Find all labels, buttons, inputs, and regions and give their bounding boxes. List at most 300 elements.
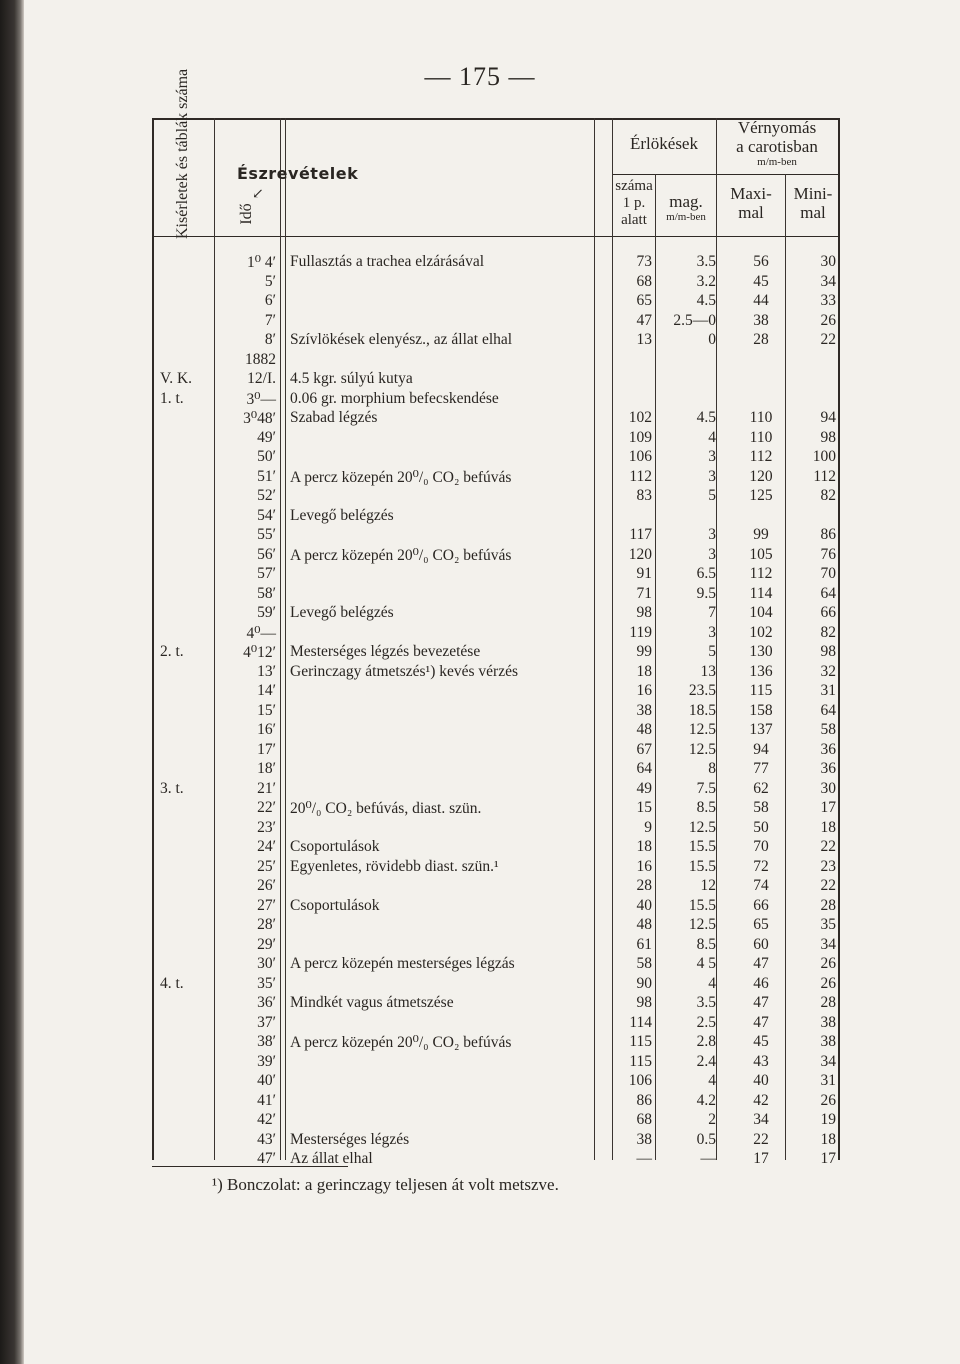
cell-pulse-height: 12.5 <box>688 916 716 933</box>
cell-pressure-max: 114 <box>749 584 773 602</box>
table-row <box>0 1053 960 1073</box>
cell-pressure-max: 115 <box>749 682 773 699</box>
page-number: — 175 — <box>424 62 536 91</box>
cell-pulse-height: 2.5—0 <box>673 311 716 329</box>
cell-observation: Gerinczagy átmetszés¹) kevés vérzés <box>290 662 518 680</box>
cell-pressure-max: 50 <box>753 818 769 836</box>
header-pressure-unit: m/m-ben <box>757 156 797 169</box>
cell-time: 59′ <box>257 604 276 621</box>
cell-observation: Mesterséges légzés <box>290 1130 410 1148</box>
cell-time: 29′ <box>257 935 276 953</box>
table-row <box>0 1092 960 1112</box>
table-row <box>0 604 960 624</box>
cell-pulse-height: 12.5 <box>688 818 716 836</box>
cell-pulse-count: 48 <box>636 916 652 933</box>
cell-pulse-height: 15.5 <box>688 896 716 914</box>
cell-pulse-height: 4 <box>708 1072 716 1089</box>
cell-pressure-min: 17 <box>820 1150 836 1167</box>
cell-pressure-min: 34 <box>820 1052 836 1070</box>
cell-pulse-count: 16 <box>636 857 652 875</box>
cell-pressure-min: 18 <box>820 1130 836 1148</box>
cell-pressure-min: 31 <box>820 682 836 699</box>
header-pulse-height-unit: m/m-ben <box>666 211 706 224</box>
cell-pulse-height: 2.8 <box>696 1033 716 1050</box>
cell-pressure-max: 110 <box>749 409 773 426</box>
cell-time: 47′ <box>257 1150 276 1167</box>
cell-pulse-height: 12.5 <box>688 721 716 738</box>
cell-observation: 0.06 gr. morphium befecskendése <box>290 389 499 407</box>
cell-pressure-min: 22 <box>820 331 836 348</box>
table-row <box>0 468 960 488</box>
cell-pulse-height: 4 <box>708 428 716 446</box>
cell-pressure-min: 28 <box>820 896 836 914</box>
cell-time: 36′ <box>257 994 276 1011</box>
cell-pressure-max: 38 <box>753 311 769 329</box>
cell-pressure-min: 86 <box>820 526 836 543</box>
cell-pulse-count: 86 <box>636 1091 652 1109</box>
cell-experiment: 2. t. <box>160 643 184 660</box>
cell-pulse-count: 90 <box>636 974 652 992</box>
header-pulse-group: Érlökések <box>630 134 698 153</box>
cell-pressure-max: 105 <box>749 545 773 563</box>
cell-pulse-count: 98 <box>636 994 652 1011</box>
cell-pressure-max: 102 <box>749 623 773 641</box>
header-pressure-title: Vérnyomás <box>737 118 817 137</box>
cell-time: 40′ <box>257 1072 276 1089</box>
cell-pulse-count: 98 <box>636 604 652 621</box>
cell-pulse-count: 65 <box>636 292 652 309</box>
cell-time: 7′ <box>264 311 276 329</box>
cell-time: 1⁰ 4′ <box>247 254 276 271</box>
cell-pulse-height: 7.5 <box>696 779 716 797</box>
cell-pulse-count: 9 <box>644 818 652 836</box>
table-row <box>0 565 960 585</box>
table-row <box>0 624 960 644</box>
cell-pressure-max: 34 <box>753 1111 769 1128</box>
table-row <box>0 331 960 351</box>
cell-time: 18′ <box>257 760 276 777</box>
cell-pressure-max: 70 <box>753 838 769 855</box>
cell-pulse-count: — <box>636 1150 652 1167</box>
cell-pulse-count: 115 <box>629 1052 652 1070</box>
cell-pressure-min: 33 <box>820 292 836 309</box>
cell-time: 58′ <box>257 584 276 602</box>
cell-time: 22′ <box>257 799 276 816</box>
header-experiments: Kisérletek és táblák száma <box>174 68 191 239</box>
cell-pressure-min: 19 <box>820 1111 836 1128</box>
cell-pulse-count: 18 <box>636 662 652 680</box>
cell-time: 8′ <box>264 331 276 348</box>
cell-pressure-min: 26 <box>820 311 836 329</box>
cell-pressure-min: 22 <box>820 877 836 894</box>
cell-pulse-height: 18.5 <box>688 701 716 719</box>
cell-pulse-count: 68 <box>636 1111 652 1128</box>
cell-pressure-min: 36 <box>820 760 836 777</box>
cell-observation: A percz közepén 20⁰/₀ CO₂ befúvás <box>290 468 512 486</box>
cell-pressure-max: 17 <box>753 1150 769 1167</box>
cell-pulse-height: 3 <box>708 545 716 563</box>
cell-pressure-max: 40 <box>753 1072 769 1089</box>
cell-observation: Mindkét vagus átmetszése <box>290 994 454 1011</box>
cell-observation: Szívlökések elenyész., az állat elhal <box>290 331 513 348</box>
cell-time: 37′ <box>257 1013 276 1031</box>
table-row <box>0 409 960 429</box>
cell-pulse-count: 106 <box>628 448 652 465</box>
cell-pressure-min: 26 <box>820 974 836 992</box>
cell-time: 50′ <box>257 448 276 465</box>
cell-pressure-min: 94 <box>820 409 836 426</box>
table-row <box>0 1014 960 1034</box>
cell-pressure-min: 38 <box>820 1033 836 1050</box>
cell-pressure-min: 58 <box>820 721 836 738</box>
cell-pulse-count: 68 <box>636 272 652 290</box>
cell-time: 3⁰— <box>246 390 276 408</box>
table-row <box>0 585 960 605</box>
table-row <box>0 780 960 800</box>
arrow-mark-icon: ↙ <box>252 187 264 202</box>
cell-pulse-count: 91 <box>636 565 652 582</box>
cell-time: 56′ <box>257 545 276 563</box>
cell-time: 21′ <box>257 779 276 797</box>
cell-time: 41′ <box>257 1091 276 1109</box>
cell-time: 4⁰— <box>246 624 276 642</box>
cell-pressure-max: 46 <box>753 974 769 992</box>
table-row <box>0 858 960 878</box>
cell-observation: A percz közepén mesterséges légzás <box>290 955 515 972</box>
cell-pressure-min: 32 <box>820 662 836 680</box>
cell-time: 54′ <box>257 506 276 524</box>
cell-time: 4⁰12′ <box>243 644 276 661</box>
cell-pressure-min: 76 <box>820 545 836 563</box>
table-row <box>0 936 960 956</box>
table-row <box>0 1150 960 1170</box>
cell-pressure-min: 112 <box>813 467 836 485</box>
cell-pressure-max: 158 <box>749 701 773 719</box>
table-row <box>0 526 960 546</box>
cell-pressure-max: 99 <box>753 526 769 543</box>
cell-observation: Egyenletes, rövidebb diast. szün.¹ <box>290 857 499 875</box>
cell-pressure-min: 18 <box>820 818 836 836</box>
cell-pressure-max: 43 <box>753 1052 769 1070</box>
pulse-subheader-rule <box>612 174 716 175</box>
cell-pulse-height: 8.5 <box>696 935 716 953</box>
cell-time: 23′ <box>257 818 276 836</box>
cell-time: 35′ <box>257 974 276 992</box>
cell-pulse-count: 58 <box>636 955 652 972</box>
cell-pressure-max: 22 <box>753 1130 769 1148</box>
cell-pressure-min: 38 <box>820 1013 836 1031</box>
cell-pulse-height: — <box>700 1150 716 1167</box>
cell-pulse-height: 4.5 <box>696 409 716 426</box>
cell-pulse-height: 3 <box>708 448 716 465</box>
cell-time: 57′ <box>257 565 276 582</box>
cell-pressure-max: 94 <box>753 740 769 758</box>
cell-pressure-max: 110 <box>749 428 773 446</box>
header-pressure-subtitle: a carotisban <box>736 137 818 157</box>
table-row <box>0 1072 960 1092</box>
cell-pulse-count: 18 <box>636 838 652 855</box>
cell-pulse-count: 64 <box>636 760 652 777</box>
cell-observation: Csoportulások <box>290 838 380 855</box>
table-row <box>0 702 960 722</box>
table-row <box>0 721 960 741</box>
cell-observation: Mesterséges légzés bevezetése <box>290 643 481 660</box>
cell-time: 39′ <box>257 1052 276 1070</box>
cell-pressure-max: 66 <box>753 896 769 914</box>
cell-pressure-min: 22 <box>820 838 836 855</box>
cell-pulse-height: 0.5 <box>696 1130 716 1148</box>
table-row <box>0 429 960 449</box>
cell-pressure-min: 100 <box>812 448 836 465</box>
cell-pulse-count: 49 <box>636 779 652 797</box>
cell-pressure-min: 17 <box>820 799 836 816</box>
cell-time: 28′ <box>257 916 276 933</box>
cell-time: 15′ <box>257 701 276 719</box>
cell-pulse-height: 2.5 <box>696 1013 716 1031</box>
cell-time: 27′ <box>257 896 276 914</box>
cell-pressure-min: 66 <box>820 604 836 621</box>
cell-pulse-count: 71 <box>636 584 652 602</box>
cell-time: 49′ <box>257 428 276 446</box>
cell-time: 43′ <box>257 1130 276 1148</box>
cell-pressure-min: 26 <box>820 955 836 972</box>
cell-pressure-max: 112 <box>749 448 773 465</box>
cell-time: 55′ <box>257 526 276 543</box>
table-row <box>0 760 960 780</box>
cell-pressure-min: 98 <box>820 428 836 446</box>
cell-pressure-min: 82 <box>820 487 836 504</box>
cell-pulse-count: 13 <box>636 331 652 348</box>
cell-time: 25′ <box>257 857 276 875</box>
cell-pulse-height: 0 <box>708 331 716 348</box>
cell-pulse-count: 106 <box>628 1072 652 1089</box>
cell-pulse-height: 4 5 <box>696 955 716 972</box>
table-row <box>0 819 960 839</box>
cell-experiment: 4. t. <box>160 974 184 992</box>
cell-pulse-height: 4.5 <box>696 292 716 309</box>
table-row <box>0 546 960 566</box>
cell-experiment: V. K. <box>160 370 193 387</box>
table-row <box>0 507 960 527</box>
cell-pressure-min: 23 <box>820 857 836 875</box>
cell-observation: Fullasztás a trachea elzárásával <box>290 253 485 270</box>
cell-observation: A percz közepén 20⁰/₀ CO₂ befúvás <box>290 1034 512 1051</box>
cell-observation: Levegő belégzés <box>290 506 394 524</box>
cell-pressure-max: 44 <box>753 292 769 309</box>
cell-pressure-max: 112 <box>749 565 773 582</box>
cell-pulse-height: 2 <box>708 1111 716 1128</box>
cell-time: 14′ <box>257 682 276 699</box>
cell-pressure-max: 120 <box>749 467 773 485</box>
table-row <box>0 975 960 995</box>
cell-pulse-count: 61 <box>636 935 652 953</box>
cell-observation: Levegő belégzés <box>290 604 394 621</box>
cell-pressure-max: 56 <box>753 253 769 270</box>
cell-time: 51′ <box>257 467 276 485</box>
cell-pulse-height: 4.2 <box>696 1091 716 1109</box>
cell-experiment: 1. t. <box>160 389 184 407</box>
header-pressure-max: Maxi-mal <box>730 184 772 223</box>
cell-pulse-count: 67 <box>636 740 652 758</box>
cell-pressure-min: 34 <box>820 935 836 953</box>
cell-pulse-count: 117 <box>629 526 652 543</box>
table-row <box>0 994 960 1014</box>
table-row <box>0 955 960 975</box>
table-row <box>0 390 960 410</box>
cell-time: 1882 <box>245 350 276 368</box>
cell-observation: Szabad légzés <box>290 409 378 426</box>
cell-time: 52′ <box>257 487 276 504</box>
header-pulse-count: száma 1 p. alatt <box>615 178 653 228</box>
table-row <box>0 351 960 371</box>
cell-observation: 4.5 kgr. súlyú kutya <box>290 370 413 387</box>
cell-pressure-max: 65 <box>753 916 769 933</box>
cell-pressure-min: 70 <box>820 565 836 582</box>
cell-pulse-count: 15 <box>636 799 652 816</box>
cell-time: 16′ <box>257 721 276 738</box>
cell-pulse-count: 38 <box>636 701 652 719</box>
cell-time: 38′ <box>257 1033 276 1050</box>
table-row <box>0 799 960 819</box>
cell-pulse-height: 8.5 <box>696 799 716 816</box>
cell-pressure-max: 137 <box>749 721 773 738</box>
cell-time: 13′ <box>257 662 276 680</box>
header-observations: Észrevételek <box>237 164 359 183</box>
table-row <box>0 643 960 663</box>
cell-pressure-max: 72 <box>753 857 769 875</box>
cell-pressure-max: 77 <box>753 760 769 777</box>
cell-pulse-height: 3.5 <box>696 253 716 270</box>
table-row <box>0 292 960 312</box>
table-row <box>0 682 960 702</box>
table-row <box>0 253 960 273</box>
cell-time: 17′ <box>257 740 276 758</box>
cell-pressure-max: 125 <box>749 487 773 504</box>
cell-pressure-max: 62 <box>753 779 769 797</box>
cell-observation: 20⁰/₀ CO₂ befúvás, diast. szün. <box>290 800 482 817</box>
cell-pulse-count: 28 <box>636 877 652 894</box>
table-row <box>0 916 960 936</box>
table-row <box>0 370 960 390</box>
table-row <box>0 1033 960 1053</box>
cell-time: 24′ <box>257 838 276 855</box>
cell-pressure-max: 45 <box>753 1033 769 1050</box>
cell-pulse-height: 3 <box>708 467 716 485</box>
cell-time: 3⁰48′ <box>243 410 276 427</box>
cell-pressure-min: 98 <box>820 643 836 660</box>
cell-pulse-height: 7 <box>708 604 716 621</box>
cell-pulse-height: 5 <box>708 487 716 504</box>
cell-pulse-count: 16 <box>636 682 652 699</box>
cell-pulse-height: 2.4 <box>696 1052 716 1070</box>
table-row <box>0 663 960 683</box>
cell-time: 26′ <box>257 877 276 894</box>
cell-pulse-count: 99 <box>636 643 652 660</box>
table-row <box>0 273 960 293</box>
cell-pulse-height: 8 <box>708 760 716 777</box>
cell-pressure-max: 136 <box>749 662 773 680</box>
cell-pulse-height: 12.5 <box>688 740 716 758</box>
cell-pulse-count: 47 <box>636 311 652 329</box>
cell-pulse-count: 102 <box>628 409 652 426</box>
cell-pressure-min: 64 <box>820 584 836 602</box>
cell-pressure-max: 104 <box>749 604 773 621</box>
header-time: Idő <box>238 203 255 225</box>
cell-pressure-max: 47 <box>753 1013 769 1031</box>
cell-pulse-height: 23.5 <box>688 682 716 699</box>
table-row <box>0 897 960 917</box>
cell-pulse-height: 15.5 <box>688 857 716 875</box>
cell-time: 30′ <box>257 955 276 972</box>
header-pressure-min: Mini-mal <box>793 184 833 223</box>
cell-pulse-count: 40 <box>636 896 652 914</box>
table-row <box>0 1111 960 1131</box>
table-row <box>0 487 960 507</box>
cell-pressure-min: 30 <box>820 779 836 797</box>
cell-pulse-height: 9.5 <box>696 584 716 602</box>
header-pulse-height <box>656 192 716 223</box>
cell-time: 12/I. <box>247 370 276 387</box>
footnote: ¹) Bonczolat: a gerinczagy teljesen át volt metszve. <box>212 1175 559 1194</box>
table-row <box>0 448 960 468</box>
cell-pulse-count: 48 <box>636 721 652 738</box>
cell-pulse-count: 115 <box>629 1033 652 1050</box>
cell-observation: A percz közepén 20⁰/₀ CO₂ befúvás <box>290 546 512 564</box>
cell-pressure-max: 45 <box>753 272 769 290</box>
table-row <box>0 312 960 332</box>
cell-pulse-height: 3 <box>708 623 716 641</box>
cell-pressure-min: 31 <box>820 1072 836 1089</box>
cell-pressure-max: 28 <box>753 331 769 348</box>
cell-pressure-max: 47 <box>753 994 769 1011</box>
cell-time: 6′ <box>264 292 276 309</box>
cell-pulse-count: 112 <box>629 467 652 485</box>
footnote-rule <box>152 1166 348 1167</box>
cell-pulse-height: 4 <box>708 974 716 992</box>
cell-pressure-max: 42 <box>753 1091 769 1109</box>
cell-pressure-max: 74 <box>753 877 769 894</box>
cell-observation: Csoportulások <box>290 896 380 914</box>
table-row <box>0 741 960 761</box>
cell-pulse-height: 6.5 <box>696 565 716 582</box>
cell-pulse-count: 120 <box>628 545 652 563</box>
table-row <box>0 838 960 858</box>
cell-pressure-min: 34 <box>820 272 836 290</box>
cell-pressure-max: 60 <box>753 935 769 953</box>
cell-time: 42′ <box>257 1111 276 1128</box>
cell-pressure-min: 36 <box>820 740 836 758</box>
cell-pressure-min: 26 <box>820 1091 836 1109</box>
header-pressure-group <box>716 118 838 168</box>
header-pulse-height-label: mag. <box>669 192 703 211</box>
pressure-subheader-rule <box>716 174 838 175</box>
cell-pressure-min: 35 <box>820 916 836 933</box>
cell-pulse-count: 114 <box>629 1013 652 1031</box>
cell-observation: Az állat elhal <box>290 1150 373 1167</box>
cell-time: 5′ <box>264 272 276 290</box>
cell-pressure-min: 28 <box>820 994 836 1011</box>
cell-pulse-height: 3 <box>708 526 716 543</box>
cell-pressure-min: 64 <box>820 701 836 719</box>
cell-pulse-height: 3.5 <box>696 994 716 1011</box>
cell-experiment: 3. t. <box>160 779 184 797</box>
table-row <box>0 1131 960 1151</box>
cell-pulse-height: 3.2 <box>696 272 716 290</box>
cell-pulse-count: 73 <box>636 253 652 270</box>
cell-pressure-max: 130 <box>749 643 773 660</box>
cell-pressure-max: 47 <box>753 955 769 972</box>
cell-pulse-height: 13 <box>700 662 716 680</box>
